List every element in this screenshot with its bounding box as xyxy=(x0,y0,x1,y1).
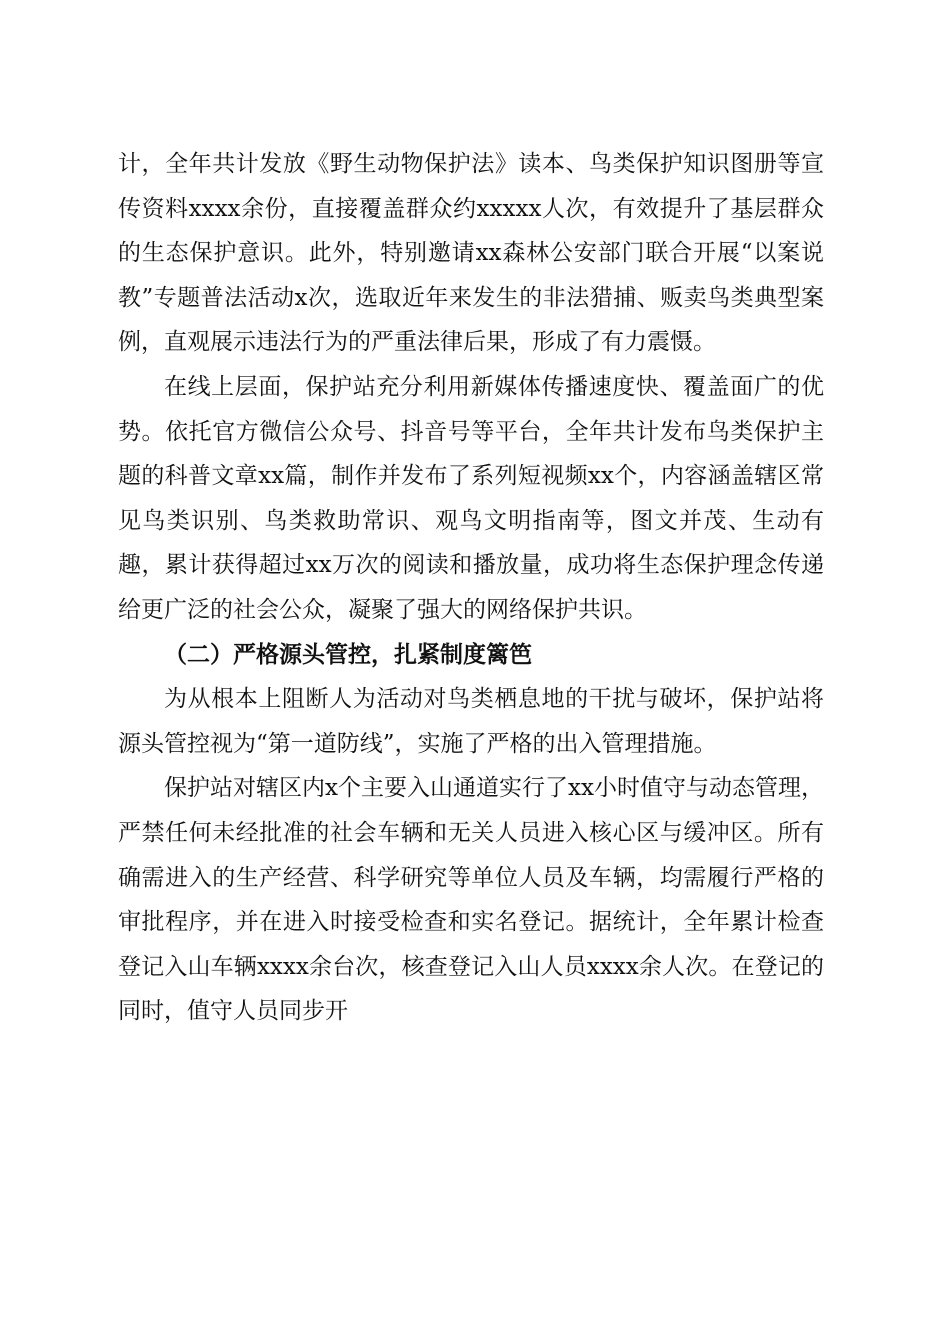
section-heading: （二）严格源头管控，扎紧制度篱笆 xyxy=(164,640,532,668)
paragraph-continuation: 计，全年共计发放《野生动物保护法》读本、鸟类保护知识图册等宣传资料xxxx余份，直接覆盖群众约xxxxx人次，有效提升了基层群众的生态保护意识。此外，特别邀请xx森林公安部门联合开展“以案说教”专题普法活动x次，选取近年来发生的非法猎捕、贩卖鸟类典型案例，直观展示违法行为的严重法律后果，形成了有力震慑。 xyxy=(118,151,824,356)
paragraph-access-management: 保护站对辖区内x个主要入山通道实行了xx小时值守与动态管理，严禁任何未经批准的社会车辆和无关人员进入核心区与缓冲区。所有确需进入的生产经营、科学研究等单位人员及车辆，均需履行严格的审批程序，并在进入时接受检查和实名登记。据统计，全年累计检查登记入山车辆xxxx余台次，核查登记入山人员xxxx余人次。在登记的同时，值守人员同步开 xyxy=(118,775,824,1025)
document-body xyxy=(118,142,824,1034)
paragraph-online-outreach: 在线上层面，保护站充分利用新媒体传播速度快、覆盖面广的优势。依托官方微信公众号、抖音号等平台，全年共计发布鸟类保护主题的科普文章xx篇，制作并发布了系列短视频xx个，内容涵盖辖区常见鸟类识别、鸟类救助常识、观鸟文明指南等，图文并茂、生动有趣，累计获得超过xx万次的阅读和播放量，成功将生态保护理念传递给更广泛的社会公众，凝聚了强大的网络保护共识。 xyxy=(118,373,824,623)
paragraph-source-control: 为从根本上阻断人为活动对鸟类栖息地的干扰与破坏，保护站将源头管控视为“第一道防线”，实施了严格的出入管理措施。 xyxy=(118,686,824,757)
